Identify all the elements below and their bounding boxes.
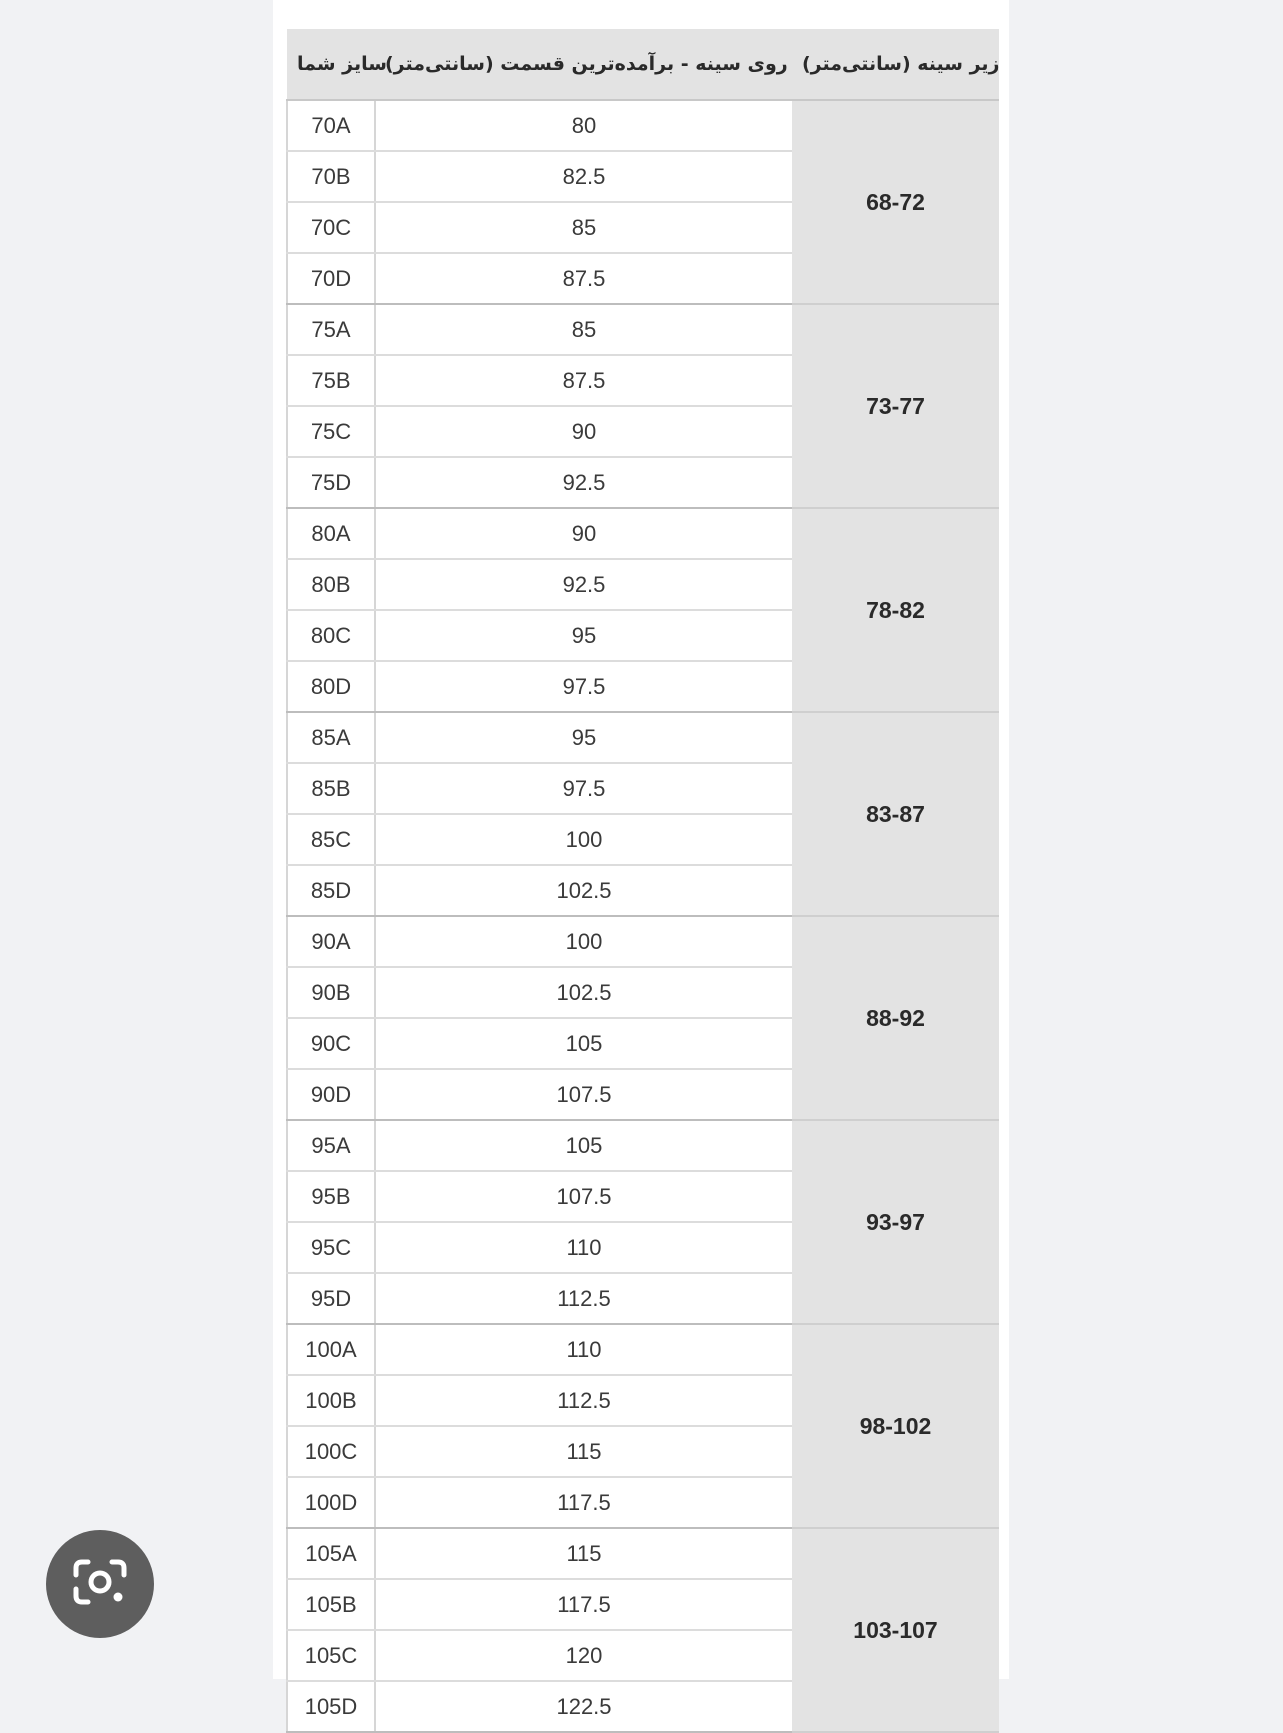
size-cell: 100B (287, 1375, 375, 1426)
table-row (287, 100, 999, 151)
over-bust-cell: 110 (375, 1324, 792, 1375)
over-bust-cell: 102.5 (375, 967, 792, 1018)
over-bust-cell: 80 (375, 100, 792, 151)
size-cell: 80D (287, 661, 375, 712)
over-bust-cell: 102.5 (375, 865, 792, 916)
over-bust-cell: 120 (375, 1630, 792, 1681)
size-cell: 95A (287, 1120, 375, 1171)
camera-lens-icon (72, 1557, 128, 1612)
table-row (287, 508, 999, 559)
over-bust-cell: 85 (375, 202, 792, 253)
under-bust-range-cell: 88-92 (792, 916, 999, 1120)
table-row (287, 712, 999, 763)
under-bust-range-cell: 98-102 (792, 1324, 999, 1528)
size-cell: 75B (287, 355, 375, 406)
over-bust-cell: 92.5 (375, 559, 792, 610)
over-bust-cell: 115 (375, 1528, 792, 1579)
size-cell: 80C (287, 610, 375, 661)
over-bust-cell: 105 (375, 1120, 792, 1171)
size-cell: 95C (287, 1222, 375, 1273)
size-cell: 85C (287, 814, 375, 865)
size-cell: 90D (287, 1069, 375, 1120)
under-bust-range-cell: 73-77 (792, 304, 999, 508)
over-bust-cell: 95 (375, 712, 792, 763)
size-cell: 100D (287, 1477, 375, 1528)
over-bust-cell: 87.5 (375, 253, 792, 304)
header-under-bust: زیر سینه (سانتی‌متر) (792, 29, 999, 100)
over-bust-cell: 95 (375, 610, 792, 661)
size-cell: 100A (287, 1324, 375, 1375)
size-cell: 85D (287, 865, 375, 916)
over-bust-cell: 100 (375, 814, 792, 865)
over-bust-cell: 97.5 (375, 661, 792, 712)
size-cell: 105B (287, 1579, 375, 1630)
size-cell: 80B (287, 559, 375, 610)
size-cell: 90C (287, 1018, 375, 1069)
size-cell: 70D (287, 253, 375, 304)
over-bust-cell: 112.5 (375, 1273, 792, 1324)
over-bust-cell: 92.5 (375, 457, 792, 508)
over-bust-cell: 87.5 (375, 355, 792, 406)
over-bust-cell: 97.5 (375, 763, 792, 814)
size-cell: 70B (287, 151, 375, 202)
table-row (287, 304, 999, 355)
size-cell: 70C (287, 202, 375, 253)
table-body (287, 100, 999, 1732)
under-bust-range-cell: 103-107 (792, 1528, 999, 1732)
size-cell: 75D (287, 457, 375, 508)
size-cell: 80A (287, 508, 375, 559)
over-bust-cell: 85 (375, 304, 792, 355)
under-bust-range-cell: 83-87 (792, 712, 999, 916)
under-bust-range-cell: 68-72 (792, 100, 999, 304)
size-cell: 105A (287, 1528, 375, 1579)
header-over-bust: روی سینه - برآمده‌ترین قسمت (سانتی‌متر) (375, 29, 792, 100)
size-cell: 70A (287, 100, 375, 151)
size-cell: 105C (287, 1630, 375, 1681)
table-row (287, 1120, 999, 1171)
size-cell: 75A (287, 304, 375, 355)
table-header-row (287, 29, 999, 100)
size-cell: 85A (287, 712, 375, 763)
table-row (287, 1324, 999, 1375)
header-your-size: سایز شما (287, 29, 375, 100)
size-cell: 95D (287, 1273, 375, 1324)
over-bust-cell: 110 (375, 1222, 792, 1273)
over-bust-cell: 115 (375, 1426, 792, 1477)
size-cell: 85B (287, 763, 375, 814)
over-bust-cell: 82.5 (375, 151, 792, 202)
over-bust-cell: 117.5 (375, 1579, 792, 1630)
under-bust-range-cell: 93-97 (792, 1120, 999, 1324)
size-cell: 100C (287, 1426, 375, 1477)
size-cell: 90B (287, 967, 375, 1018)
over-bust-cell: 90 (375, 406, 792, 457)
over-bust-cell: 112.5 (375, 1375, 792, 1426)
table-row (287, 1528, 999, 1579)
table-row (287, 916, 999, 967)
over-bust-cell: 107.5 (375, 1069, 792, 1120)
bra-size-table (286, 29, 999, 1733)
size-cell: 90A (287, 916, 375, 967)
over-bust-cell: 117.5 (375, 1477, 792, 1528)
lens-search-button[interactable] (46, 1530, 154, 1638)
size-cell: 105D (287, 1681, 375, 1732)
over-bust-cell: 90 (375, 508, 792, 559)
under-bust-range-cell: 78-82 (792, 508, 999, 712)
over-bust-cell: 105 (375, 1018, 792, 1069)
over-bust-cell: 100 (375, 916, 792, 967)
size-cell: 95B (287, 1171, 375, 1222)
over-bust-cell: 107.5 (375, 1171, 792, 1222)
size-cell: 75C (287, 406, 375, 457)
over-bust-cell: 122.5 (375, 1681, 792, 1732)
